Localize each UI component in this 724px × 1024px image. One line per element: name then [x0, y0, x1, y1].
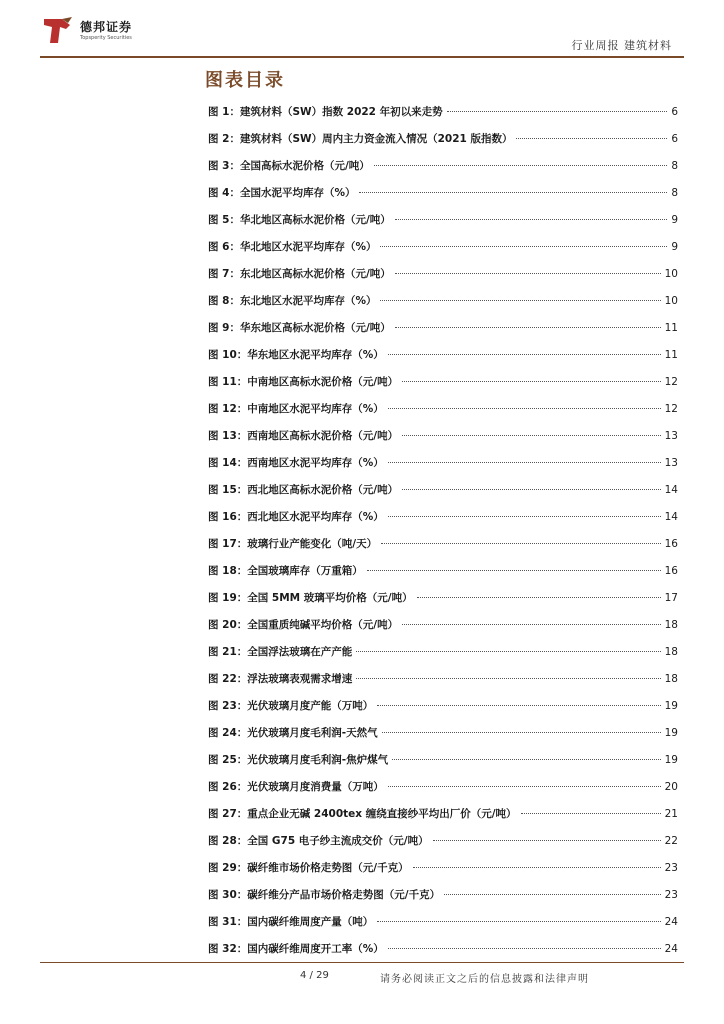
toc-leader-dots	[380, 246, 667, 247]
toc-entry-label: 图 9：华东地区高标水泥价格（元/吨）	[208, 322, 391, 334]
toc-entry-label: 图 1：建筑材料（SW）指数 2022 年初以来走势	[208, 106, 443, 118]
toc-entry-label: 图 22：浮法玻璃表观需求增速	[208, 673, 353, 685]
toc-entry[interactable]	[208, 563, 678, 590]
toc-entry[interactable]	[208, 725, 678, 752]
toc-entry-page: 6	[671, 133, 678, 145]
toc-entry-label: 图 20：全国重质纯碱平均价格（元/吨）	[208, 619, 399, 631]
toc-entry-page: 18	[664, 673, 678, 685]
toc-entry-label: 图 15：西北地区高标水泥价格（元/吨）	[208, 484, 399, 496]
toc-entry-label: 图 14：西南地区水泥平均库存（%）	[208, 457, 384, 469]
toc-entry-label: 图 29：碳纤维市场价格走势图（元/千克）	[208, 862, 409, 874]
toc-entry-page: 14	[664, 511, 678, 523]
toc-entry-page: 22	[664, 835, 678, 847]
toc-entry[interactable]	[208, 347, 678, 374]
toc-entry[interactable]	[208, 914, 678, 941]
toc-leader-dots	[402, 489, 661, 490]
toc-entry[interactable]	[208, 536, 678, 563]
toc-title: 图表目录	[205, 70, 285, 91]
toc-entry-page: 14	[664, 484, 678, 496]
toc-leader-dots	[516, 138, 667, 139]
toc-leader-dots	[388, 408, 661, 409]
toc-entry-page: 19	[664, 754, 678, 766]
toc-entry[interactable]	[208, 212, 678, 239]
toc-entry-page: 10	[664, 268, 678, 280]
toc-entry-label: 图 7：东北地区高标水泥价格（元/吨）	[208, 268, 391, 280]
toc-entry-page: 17	[664, 592, 678, 604]
toc-leader-dots	[381, 543, 661, 544]
toc-leader-dots	[380, 300, 660, 301]
toc-entry-page: 12	[664, 403, 678, 415]
toc-entry[interactable]	[208, 941, 678, 968]
toc-entry-label: 图 5：华北地区高标水泥价格（元/吨）	[208, 214, 391, 226]
report-category: 行业周报 建筑材料	[571, 39, 672, 52]
toc-leader-dots	[388, 786, 661, 787]
toc-leader-dots	[359, 192, 667, 193]
toc-leader-dots	[377, 921, 660, 922]
toc-entry-page: 23	[664, 889, 678, 901]
toc-entry-label: 图 6：华北地区水泥平均库存（%）	[208, 241, 377, 253]
toc-leader-dots	[388, 516, 661, 517]
footer-divider	[40, 962, 684, 963]
toc-entry-page: 11	[664, 322, 678, 334]
toc-entry-label: 图 3：全国高标水泥价格（元/吨）	[208, 160, 370, 172]
toc-leader-dots	[413, 867, 661, 868]
toc-leader-dots	[395, 327, 661, 328]
toc-leader-dots	[402, 624, 661, 625]
toc-entry[interactable]	[208, 671, 678, 698]
toc-entry-label: 图 25：光伏玻璃月度毛利润-焦炉煤气	[208, 754, 389, 766]
toc-entry-page: 18	[664, 619, 678, 631]
toc-entry[interactable]	[208, 104, 678, 131]
toc-entry-page: 18	[664, 646, 678, 658]
toc-leader-dots	[402, 381, 661, 382]
toc-entry-page: 13	[664, 457, 678, 469]
toc-entry-label: 图 21：全国浮法玻璃在产产能	[208, 646, 353, 658]
toc-leader-dots	[402, 435, 661, 436]
toc-entry-page: 9	[671, 241, 678, 253]
toc-leader-dots	[447, 111, 668, 112]
toc-entry-label: 图 30：碳纤维分产品市场价格走势图（元/千克）	[208, 889, 441, 901]
toc-entry[interactable]	[208, 833, 678, 860]
toc-entry[interactable]	[208, 374, 678, 401]
toc-entry-page: 6	[671, 106, 678, 118]
toc-entry-label: 图 12：中南地区水泥平均库存（%）	[208, 403, 384, 415]
toc-entry[interactable]	[208, 293, 678, 320]
toc-leader-dots	[388, 948, 661, 949]
toc-entry[interactable]	[208, 887, 678, 914]
toc-entry[interactable]	[208, 320, 678, 347]
toc-leader-dots	[392, 759, 661, 760]
toc-leader-dots	[395, 273, 661, 274]
toc-entry-page: 20	[664, 781, 678, 793]
toc-entry-page: 23	[664, 862, 678, 874]
toc-list	[208, 104, 678, 968]
toc-entry-page: 16	[664, 565, 678, 577]
disclaimer-note: 请务必阅读正文之后的信息披露和法律声明	[380, 974, 589, 985]
header-divider	[40, 56, 684, 58]
toc-entry[interactable]	[208, 644, 678, 671]
toc-entry[interactable]	[208, 131, 678, 158]
toc-entry-label: 图 26：光伏玻璃月度消费量（万吨）	[208, 781, 384, 793]
toc-entry-page: 19	[664, 700, 678, 712]
toc-entry-page: 12	[664, 376, 678, 388]
toc-leader-dots	[444, 894, 661, 895]
toc-entry-label: 图 31：国内碳纤维周度产量（吨）	[208, 916, 374, 928]
toc-entry[interactable]	[208, 698, 678, 725]
toc-entry-page: 19	[664, 727, 678, 739]
logo-name-cn: 德邦证券	[80, 20, 133, 34]
toc-entry-label: 图 19：全国 5MM 玻璃平均价格（元/吨）	[208, 592, 413, 604]
toc-entry-label: 图 10：华东地区水泥平均库存（%）	[208, 349, 384, 361]
toc-leader-dots	[521, 813, 661, 814]
toc-leader-dots	[356, 651, 660, 652]
toc-entry-label: 图 27：重点企业无碱 2400tex 缠绕直接纱平均出厂价（元/吨）	[208, 808, 517, 820]
toc-entry-page: 16	[664, 538, 678, 550]
toc-entry[interactable]	[208, 401, 678, 428]
toc-leader-dots	[417, 597, 661, 598]
toc-entry-page: 21	[664, 808, 678, 820]
toc-leader-dots	[374, 165, 668, 166]
toc-entry-label: 图 16：西北地区水泥平均库存（%）	[208, 511, 384, 523]
toc-entry[interactable]	[208, 158, 678, 185]
page-header	[0, 0, 724, 60]
toc-entry[interactable]	[208, 806, 678, 833]
toc-entry-label: 图 18：全国玻璃库存（万重箱）	[208, 565, 363, 577]
toc-leader-dots	[377, 705, 660, 706]
toc-entry-page: 8	[671, 160, 678, 172]
toc-entry[interactable]	[208, 590, 678, 617]
logo-name-en: Topsperity Securities	[80, 35, 132, 41]
logo-emblem-icon	[40, 15, 74, 47]
toc-entry-page: 8	[671, 187, 678, 199]
toc-entry[interactable]	[208, 752, 678, 779]
toc-entry[interactable]	[208, 266, 678, 293]
toc-entry[interactable]	[208, 779, 678, 806]
toc-entry-label: 图 23：光伏玻璃月度产能（万吨）	[208, 700, 374, 712]
company-logo	[40, 14, 160, 48]
toc-entry[interactable]	[208, 455, 678, 482]
toc-entry-page: 11	[664, 349, 678, 361]
toc-entry-label: 图 4：全国水泥平均库存（%）	[208, 187, 356, 199]
toc-entry-page: 24	[664, 916, 678, 928]
toc-entry-page: 24	[664, 943, 678, 955]
toc-entry[interactable]	[208, 239, 678, 266]
toc-entry-label: 图 17：玻璃行业产能变化（吨/天）	[208, 538, 378, 550]
toc-entry[interactable]	[208, 860, 678, 887]
toc-entry-label: 图 32：国内碳纤维周度开工率（%）	[208, 943, 384, 955]
toc-leader-dots	[356, 678, 660, 679]
toc-entry-label: 图 11：中南地区高标水泥价格（元/吨）	[208, 376, 399, 388]
page-number: 4 / 29	[300, 970, 329, 981]
toc-entry-label: 图 24：光伏玻璃月度毛利润-天然气	[208, 727, 378, 739]
toc-leader-dots	[433, 840, 661, 841]
toc-leader-dots	[388, 462, 661, 463]
toc-entry-label: 图 28：全国 G75 电子纱主流成交价（元/吨）	[208, 835, 429, 847]
toc-entry-page: 13	[664, 430, 678, 442]
toc-entry[interactable]	[208, 185, 678, 212]
toc-entry-page: 9	[671, 214, 678, 226]
toc-leader-dots	[388, 354, 661, 355]
toc-entry[interactable]	[208, 509, 678, 536]
toc-entry-label: 图 8：东北地区水泥平均库存（%）	[208, 295, 377, 307]
toc-entry-label: 图 13：西南地区高标水泥价格（元/吨）	[208, 430, 399, 442]
toc-entry[interactable]	[208, 428, 678, 455]
toc-leader-dots	[382, 732, 661, 733]
toc-leader-dots	[367, 570, 661, 571]
toc-leader-dots	[395, 219, 668, 220]
toc-entry-page: 10	[664, 295, 678, 307]
toc-entry[interactable]	[208, 482, 678, 509]
toc-entry-label: 图 2：建筑材料（SW）周内主力资金流入情况（2021 版指数）	[208, 133, 513, 145]
toc-entry[interactable]	[208, 617, 678, 644]
